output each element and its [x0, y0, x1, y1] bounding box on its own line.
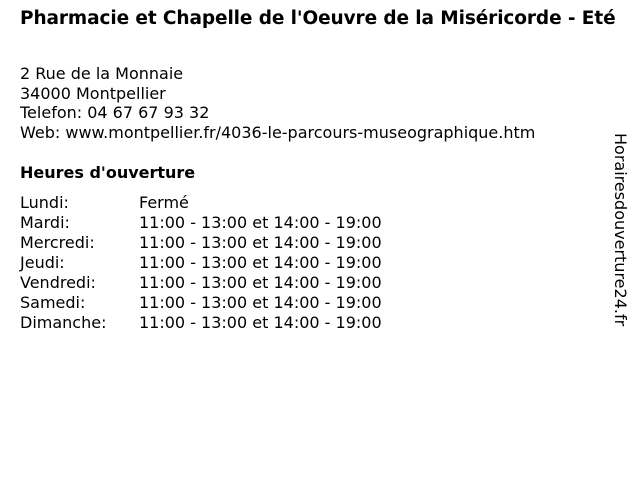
hours-value: Fermé: [139, 193, 189, 212]
street-address: 2 Rue de la Monnaie: [20, 64, 184, 83]
phone-number: Telefon: 04 67 67 93 32: [20, 103, 210, 122]
hours-row-sunday: [20, 313, 382, 333]
day-label: Mercredi:: [20, 233, 95, 252]
hours-row-thursday: [20, 253, 382, 273]
hours-value: 11:00 - 13:00 et 14:00 - 19:00: [139, 233, 382, 252]
hours-value: 11:00 - 13:00 et 14:00 - 19:00: [139, 313, 382, 332]
hours-row-wednesday: [20, 233, 382, 253]
hours-value: 11:00 - 13:00 et 14:00 - 19:00: [139, 273, 382, 292]
day-label: Lundi:: [20, 193, 69, 212]
day-label: Dimanche:: [20, 313, 107, 332]
opening-hours-table: [20, 193, 382, 333]
hours-value: 11:00 - 13:00 et 14:00 - 19:00: [139, 213, 382, 232]
city-address: 34000 Montpellier: [20, 83, 166, 103]
hours-row-monday: [20, 193, 382, 213]
hours-row-saturday: [20, 293, 382, 313]
hours-row-tuesday: [20, 213, 382, 233]
hours-row-friday: [20, 273, 382, 293]
page-title: Pharmacie et Chapelle de l'Oeuvre de la Miséricorde - Eté: [20, 8, 616, 29]
opening-hours-heading: Heures d'ouverture: [20, 163, 196, 182]
hours-value: 11:00 - 13:00 et 14:00 - 19:00: [139, 293, 382, 312]
hours-value: 11:00 - 13:00 et 14:00 - 19:00: [139, 253, 382, 272]
day-label: Samedi:: [20, 293, 86, 312]
website-text: Web: www.montpellier.fr/4036-le-parcours-museographique.htm: [20, 122, 536, 142]
address-block: [20, 64, 535, 142]
day-label: Vendredi:: [20, 273, 96, 292]
day-label: Mardi:: [20, 213, 70, 232]
brand-watermark-text: Horairesdouverture24.fr: [611, 133, 630, 327]
day-label: Jeudi:: [20, 253, 65, 272]
